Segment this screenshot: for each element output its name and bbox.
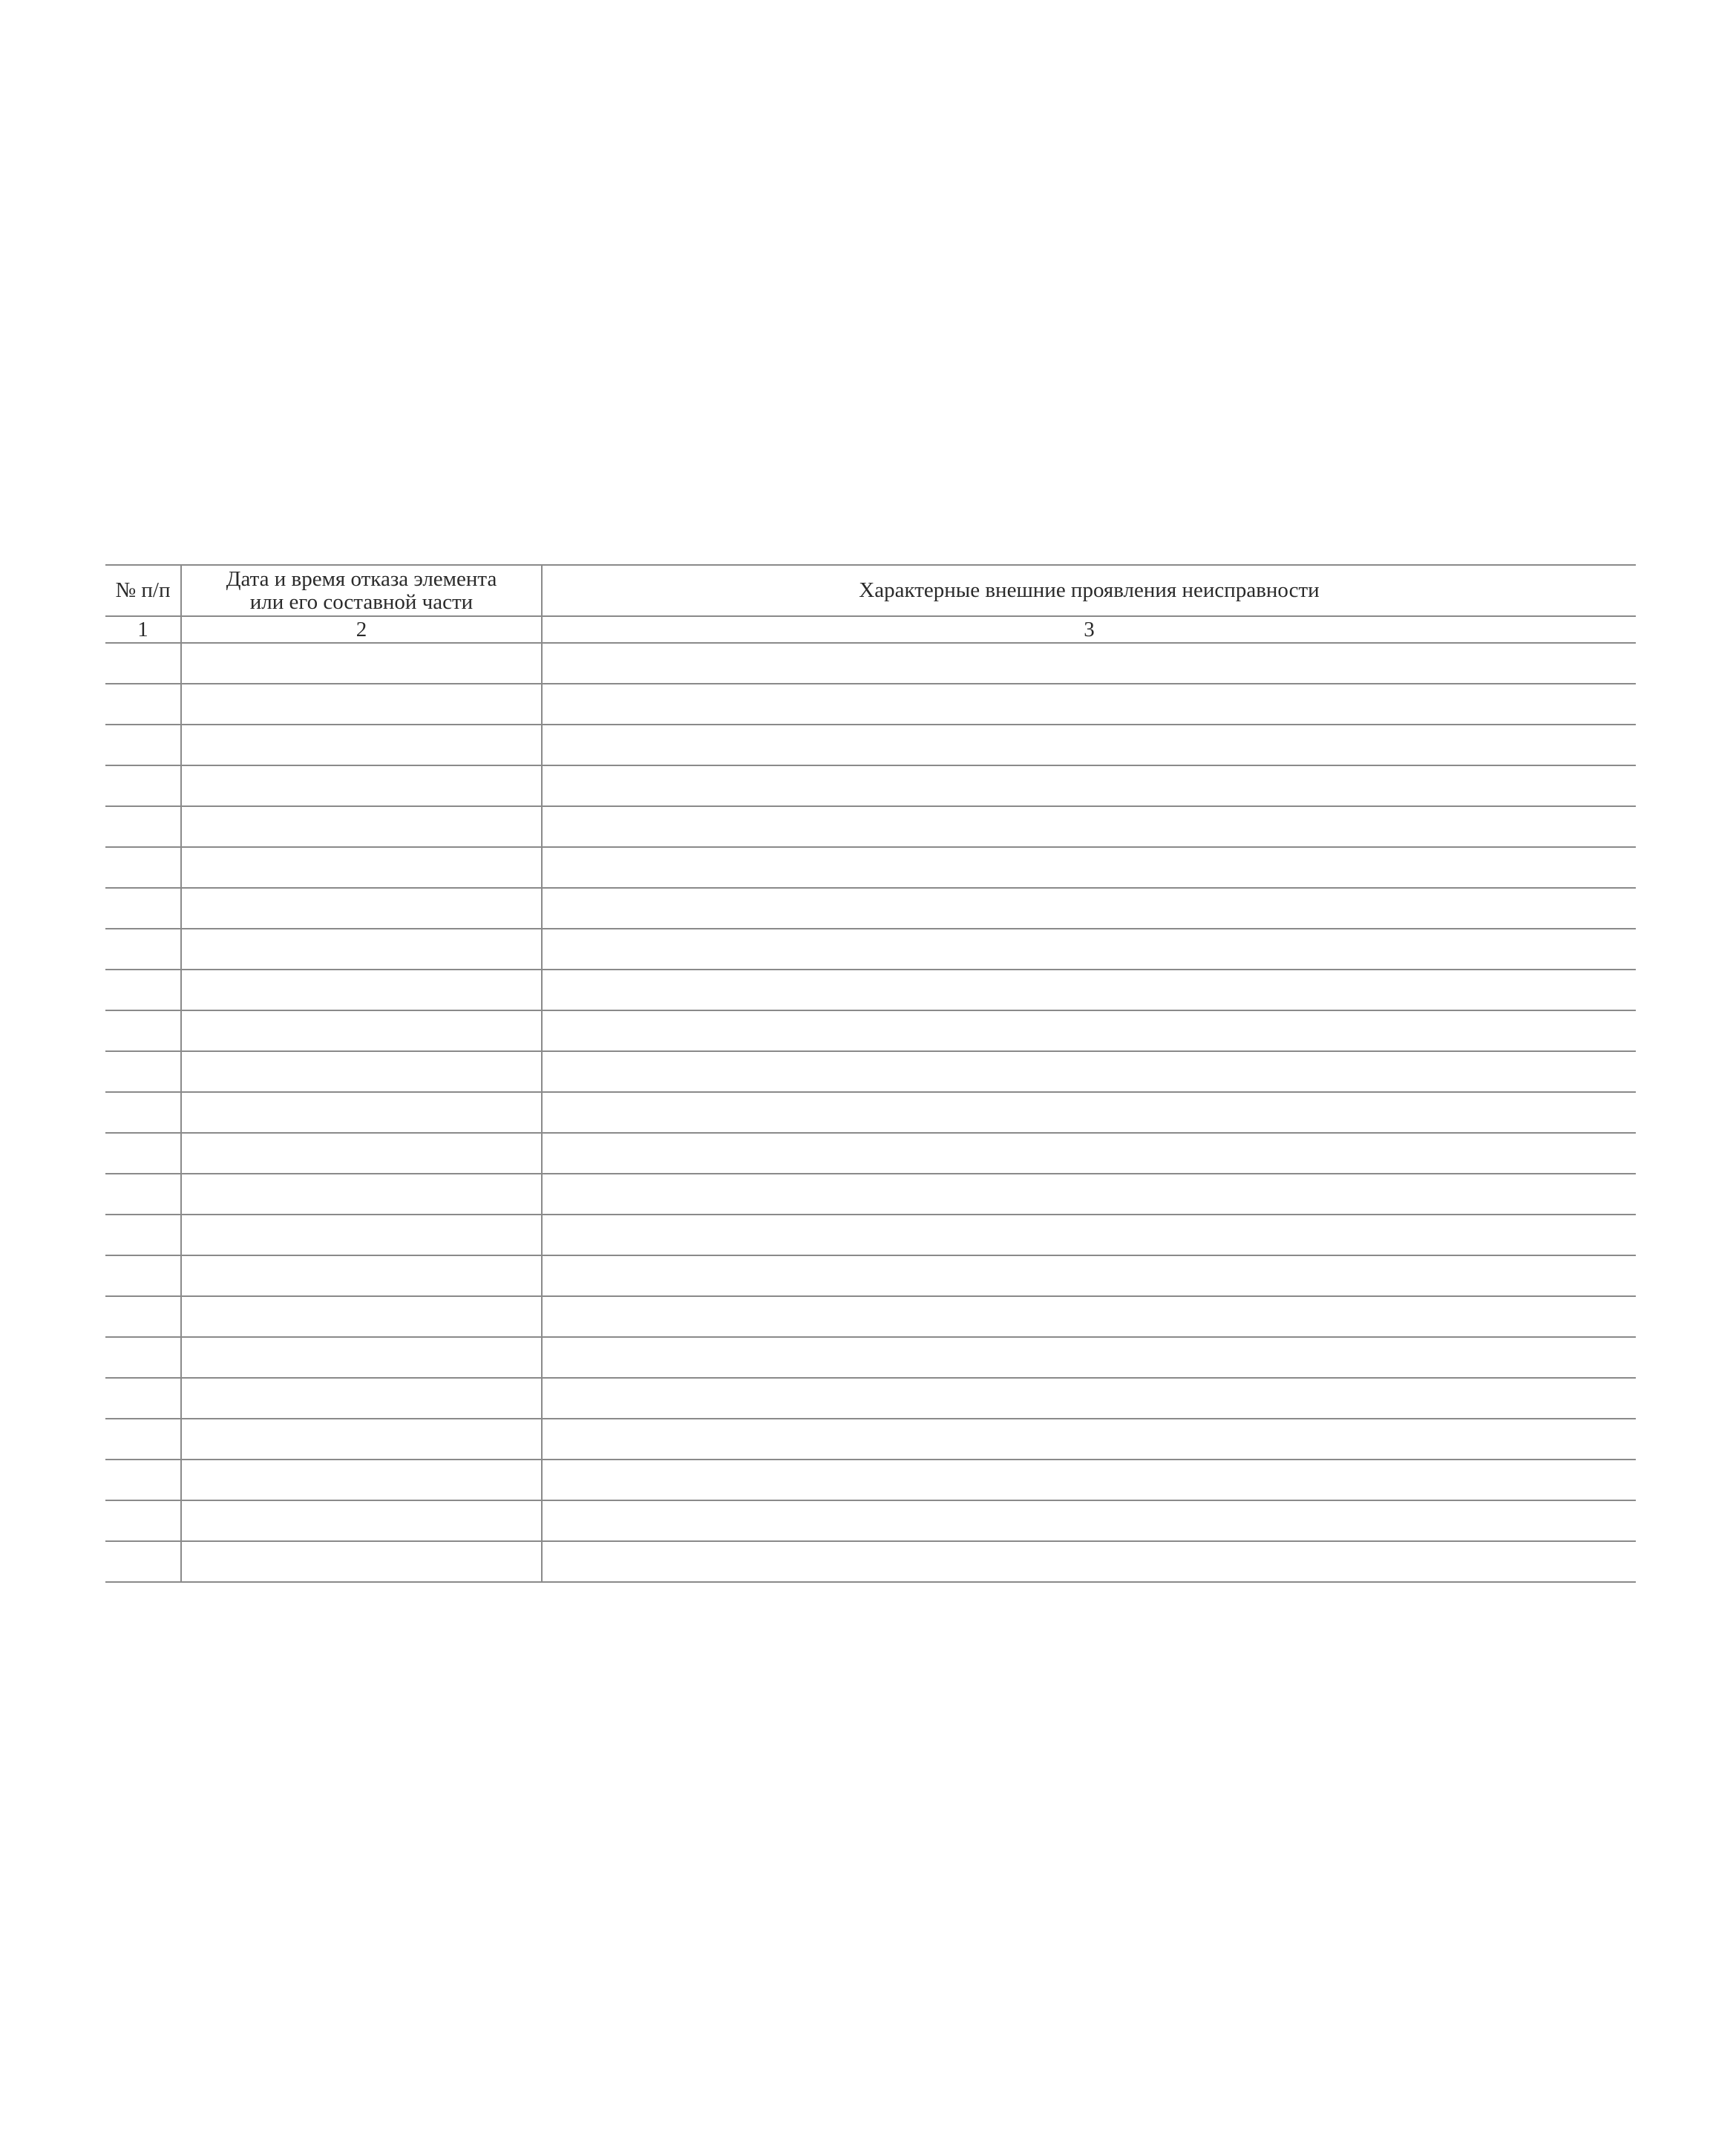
cell-failure-symptoms[interactable]	[542, 888, 1636, 929]
table-row	[105, 725, 1636, 765]
cell-failure-symptoms[interactable]	[542, 1174, 1636, 1215]
cell-item-number[interactable]	[105, 1255, 181, 1296]
cell-item-number[interactable]	[105, 1174, 181, 1215]
cell-failure-symptoms[interactable]	[542, 684, 1636, 725]
table-row	[105, 1541, 1636, 1582]
table-row	[105, 1460, 1636, 1500]
header-failure-datetime-line2: или его составной части	[249, 589, 474, 614]
cell-failure-datetime[interactable]	[181, 970, 542, 1010]
cell-item-number[interactable]	[105, 1419, 181, 1460]
cell-failure-symptoms[interactable]	[542, 1460, 1636, 1500]
table-row	[105, 888, 1636, 929]
cell-failure-datetime[interactable]	[181, 1215, 542, 1255]
cell-failure-symptoms[interactable]	[542, 1296, 1636, 1337]
table-row	[105, 847, 1636, 888]
header-item-number: № п/п	[105, 565, 181, 616]
cell-failure-symptoms[interactable]	[542, 806, 1636, 847]
table-header-row	[105, 565, 1636, 616]
cell-failure-symptoms[interactable]	[542, 765, 1636, 806]
cell-failure-symptoms[interactable]	[542, 929, 1636, 970]
cell-item-number[interactable]	[105, 1460, 181, 1500]
cell-failure-symptoms[interactable]	[542, 847, 1636, 888]
table-row	[105, 1500, 1636, 1541]
cell-item-number[interactable]	[105, 1010, 181, 1051]
table-row	[105, 1215, 1636, 1255]
cell-failure-symptoms[interactable]	[542, 1133, 1636, 1174]
table-row	[105, 1419, 1636, 1460]
cell-failure-datetime[interactable]	[181, 1133, 542, 1174]
table-row	[105, 1174, 1636, 1215]
failure-log-form	[105, 564, 1636, 1583]
cell-failure-datetime[interactable]	[181, 1541, 542, 1582]
cell-failure-datetime[interactable]	[181, 806, 542, 847]
cell-item-number[interactable]	[105, 1500, 181, 1541]
cell-failure-datetime[interactable]	[181, 1296, 542, 1337]
cell-item-number[interactable]	[105, 847, 181, 888]
header-failure-datetime-line1: Дата и время отказа элемента	[226, 566, 497, 591]
cell-failure-datetime[interactable]	[181, 643, 542, 684]
cell-failure-datetime[interactable]	[181, 888, 542, 929]
table-row	[105, 970, 1636, 1010]
table-row	[105, 643, 1636, 684]
cell-item-number[interactable]	[105, 725, 181, 765]
cell-failure-symptoms[interactable]	[542, 643, 1636, 684]
cell-failure-datetime[interactable]	[181, 1255, 542, 1296]
cell-failure-symptoms[interactable]	[542, 1010, 1636, 1051]
table-row	[105, 684, 1636, 725]
cell-item-number[interactable]	[105, 1296, 181, 1337]
table-row	[105, 1296, 1636, 1337]
cell-failure-symptoms[interactable]	[542, 1215, 1636, 1255]
cell-item-number[interactable]	[105, 806, 181, 847]
table-row	[105, 1133, 1636, 1174]
cell-item-number[interactable]	[105, 888, 181, 929]
cell-failure-symptoms[interactable]	[542, 725, 1636, 765]
table-row	[105, 1255, 1636, 1296]
cell-failure-datetime[interactable]	[181, 847, 542, 888]
cell-item-number[interactable]	[105, 1541, 181, 1582]
cell-failure-datetime[interactable]	[181, 929, 542, 970]
cell-failure-datetime[interactable]	[181, 1051, 542, 1092]
cell-failure-symptoms[interactable]	[542, 1419, 1636, 1460]
cell-failure-datetime[interactable]	[181, 1500, 542, 1541]
column-number: 2	[181, 616, 542, 643]
cell-failure-datetime[interactable]	[181, 1010, 542, 1051]
cell-failure-datetime[interactable]	[181, 684, 542, 725]
cell-failure-symptoms[interactable]	[542, 1092, 1636, 1133]
cell-item-number[interactable]	[105, 1215, 181, 1255]
table-body	[105, 643, 1636, 1582]
cell-failure-datetime[interactable]	[181, 1092, 542, 1133]
table-row	[105, 806, 1636, 847]
table-row	[105, 929, 1636, 970]
table-row	[105, 1051, 1636, 1092]
table-row	[105, 765, 1636, 806]
table-row	[105, 1092, 1636, 1133]
cell-failure-symptoms[interactable]	[542, 1500, 1636, 1541]
cell-failure-datetime[interactable]	[181, 1337, 542, 1378]
header-failure-symptoms: Характерные внешние проявления неисправности	[542, 565, 1636, 616]
cell-failure-datetime[interactable]	[181, 1174, 542, 1215]
cell-failure-symptoms[interactable]	[542, 970, 1636, 1010]
column-number: 1	[105, 616, 181, 643]
column-number: 3	[542, 616, 1636, 643]
table-row	[105, 1337, 1636, 1378]
cell-item-number[interactable]	[105, 765, 181, 806]
cell-failure-datetime[interactable]	[181, 1378, 542, 1419]
cell-failure-datetime[interactable]	[181, 1460, 542, 1500]
cell-failure-symptoms[interactable]	[542, 1378, 1636, 1419]
cell-item-number[interactable]	[105, 1337, 181, 1378]
cell-item-number[interactable]	[105, 643, 181, 684]
header-failure-datetime	[181, 565, 542, 616]
cell-item-number[interactable]	[105, 684, 181, 725]
cell-item-number[interactable]	[105, 1378, 181, 1419]
failure-log-table	[105, 564, 1636, 1583]
cell-item-number[interactable]	[105, 929, 181, 970]
table-row	[105, 1378, 1636, 1419]
cell-item-number[interactable]	[105, 1133, 181, 1174]
cell-failure-datetime[interactable]	[181, 1419, 542, 1460]
cell-failure-symptoms[interactable]	[542, 1051, 1636, 1092]
cell-failure-symptoms[interactable]	[542, 1541, 1636, 1582]
cell-failure-datetime[interactable]	[181, 725, 542, 765]
cell-failure-symptoms[interactable]	[542, 1337, 1636, 1378]
cell-failure-datetime[interactable]	[181, 765, 542, 806]
cell-failure-symptoms[interactable]	[542, 1255, 1636, 1296]
cell-item-number[interactable]	[105, 970, 181, 1010]
table-row	[105, 1010, 1636, 1051]
cell-item-number[interactable]	[105, 1051, 181, 1092]
column-number-row	[105, 616, 1636, 643]
cell-item-number[interactable]	[105, 1092, 181, 1133]
